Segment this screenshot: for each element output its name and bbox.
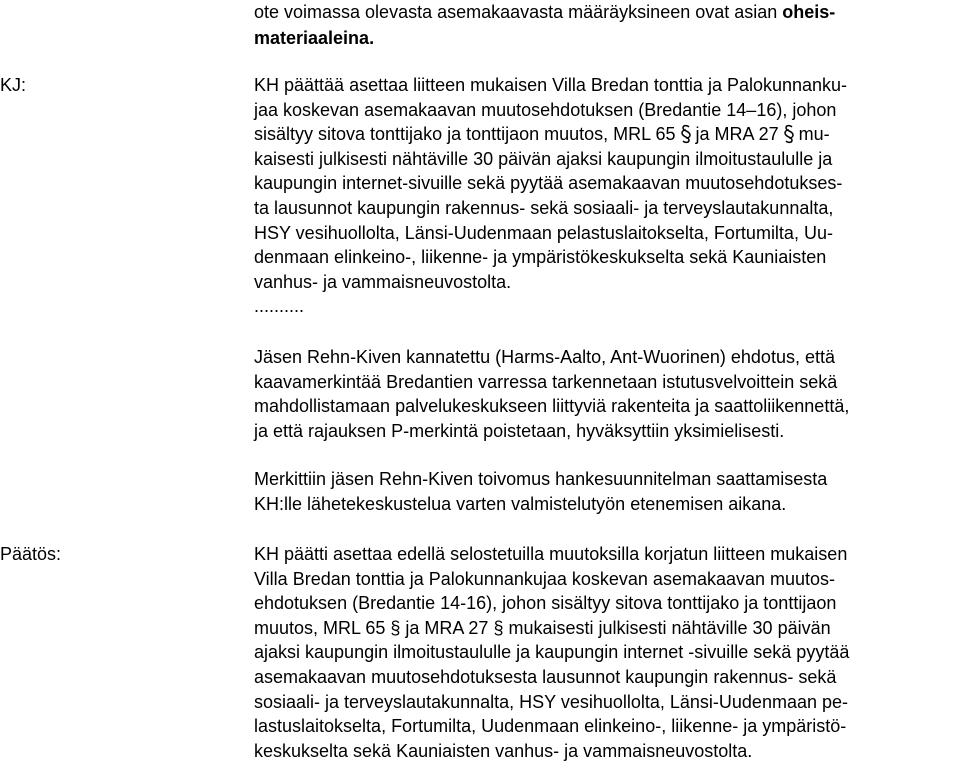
intro-line-1-text: ote voimassa olevasta asemakaavasta määräyksineen ovat asian (254, 2, 783, 22)
proposal-line-4: ja että rajauksen P-merkintä poistetaan, hyväksyttiin yksimielisesti. (254, 420, 785, 441)
decision-line-8: lastuslaitokselta, Fortumilta, Uudenmaan elinkeino-, liikenne- ja ympäristö- (254, 716, 847, 737)
kj-line-1: KH päättää asettaa liitteen mukaisen Villa Bredan tonttia ja Palokunnanku- (254, 75, 848, 95)
decision-line-4: muutos, MRL 65 § ja MRA 27 § mukaisesti julkisesti nähtäville 30 päivän (254, 617, 831, 638)
intro-paragraph (254, 0, 960, 51)
kj-line-6: ta lausunnot kaupungin rakennus- sekä sosiaali- ja terveyslautakunnalta, (254, 197, 834, 218)
intro-bold-1: oheis- (782, 2, 836, 22)
kj-line-3 (254, 122, 960, 147)
kj-line-3a: sisältyy sitova tonttijako ja tonttijaon muutos, MRL 65 (254, 124, 676, 145)
note-line-1: Merkittiin jäsen Rehn-Kiven toivomus hankesuunnitelman saattamisesta (254, 469, 828, 489)
intro-line-1 (254, 0, 960, 26)
kj-line-2: jaa koskevan asemakaavan muutosehdotuksen (Bredantie 14–16), johon (254, 99, 837, 120)
decision-line-6: asemakaavan muutosehdotuksesta lausunnot kaupungin rakennus- sekä (254, 666, 837, 687)
proposal-paragraph (254, 345, 960, 443)
kj-line-5: kaupungin internet-sivuille sekä pyytää asemakaavan muutosehdotukses- (254, 173, 843, 194)
decision-line-1: KH päätti asettaa edellä selostetuilla muutoksilla korjatun liitteen mukaisen (254, 544, 848, 564)
decision-line-3: ehdotuksen (Bredantie 14-16), johon sisältyy sitova tonttijako ja tonttijaon (254, 593, 837, 614)
kj-line-3b: ja MRA 27 (695, 124, 779, 145)
kj-label: KJ: (0, 75, 27, 95)
kj-line-8: denmaan elinkeino-, liikenne- ja ympäristökeskukselta sekä Kauniaisten (254, 247, 827, 268)
kj-line-7: HSY vesihuollolta, Länsi-Uudenmaan pelastuslaitokselta, Fortumilta, Uu- (254, 222, 833, 243)
section-sign-icon (783, 124, 795, 144)
proposal-line-2: kaavamerkintää Bredantien varressa tarkennetaan istutusvelvoittein sekä (254, 371, 838, 392)
proposal-line-3: mahdollistamaan palvelukeskukseen liittyviä rakenteita ja saattoliikennettä, (254, 396, 850, 417)
decision-line-9: keskukselta sekä Kauniaisten vanhus- ja vammaisneuvostolta. (254, 740, 753, 761)
note-line-2: KH:lle lähetekeskustelua varten valmistelutyön etenemisen aikana. (254, 493, 787, 514)
decision-paragraph (254, 542, 960, 763)
proposal-line-1: Jäsen Rehn-Kiven kannatettu (Harms-Aalto, Ant-Wuorinen) ehdotus, että (254, 347, 835, 367)
note-paragraph (254, 467, 960, 516)
decision-line-2: Villa Bredan tonttia ja Palokunnankujaa koskevan asemakaavan muutos- (254, 568, 836, 589)
decision-label: Päätös: (0, 544, 62, 564)
kj-line-9: vanhus- ja vammaisneuvostolta. (254, 271, 512, 292)
kj-paragraph (254, 73, 960, 319)
decision-line-7: sosiaali- ja terveyslautakunnalta, HSY vesihuollolta, Länsi-Uudenmaan pe- (254, 691, 848, 712)
intro-line-2: materiaaleina. (254, 27, 375, 48)
kj-line-4: kaisesti julkisesti nähtäville 30 päivän ajaksi kaupungin ilmoitustaululle ja (254, 148, 833, 169)
decision-line-5: ajaksi kaupungin ilmoitustaululle ja kaupungin internet -sivuille sekä pyytää (254, 642, 850, 663)
section-sign-icon (680, 124, 692, 144)
kj-ellipsis: .......... (254, 296, 305, 317)
kj-line-3c: mu- (798, 124, 830, 145)
